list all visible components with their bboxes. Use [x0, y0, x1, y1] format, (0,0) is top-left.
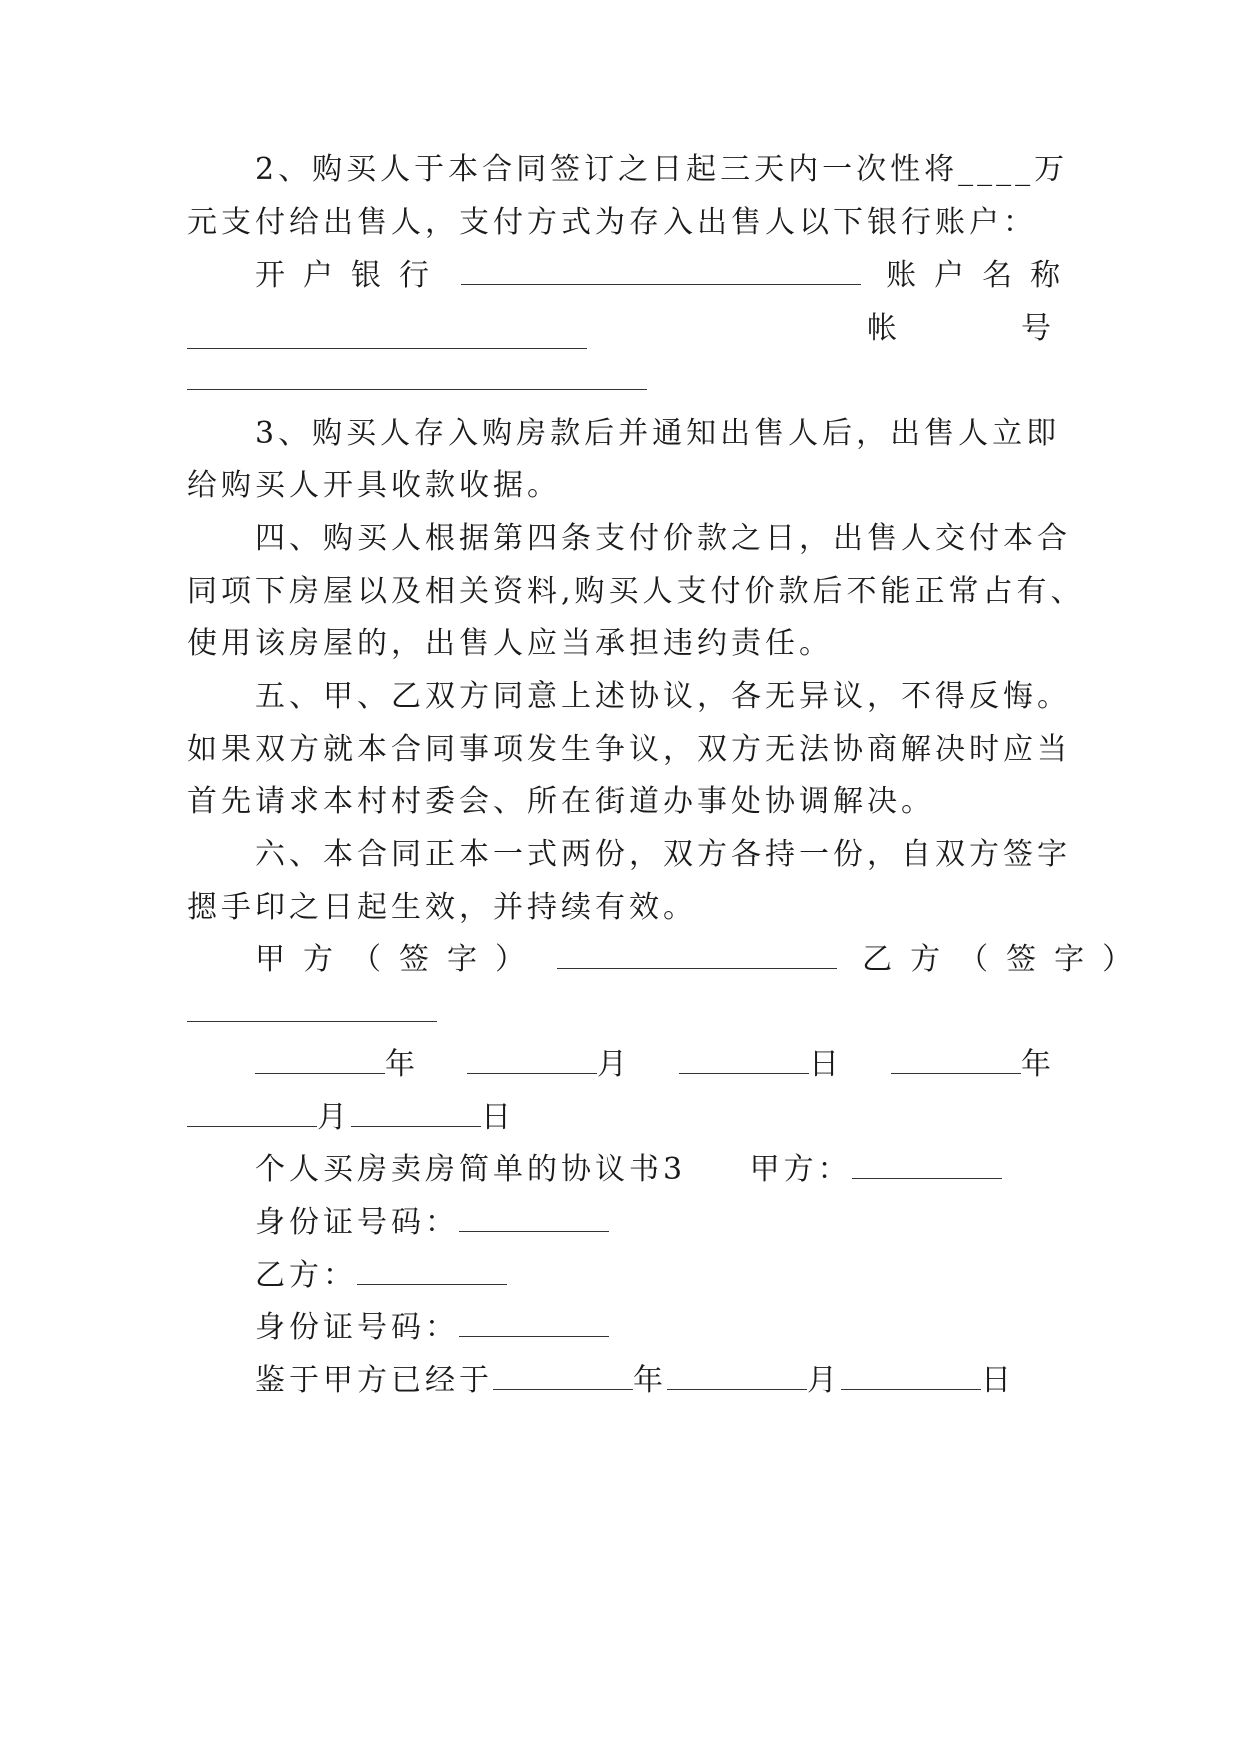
bank-blank: [461, 256, 861, 285]
day-blank-a: [679, 1045, 809, 1074]
month-label-a: 月: [597, 1047, 631, 1082]
account-name-label: 账户名称: [886, 258, 1079, 293]
party-b-id-label: 身份证号码：: [255, 1310, 459, 1345]
paragraph-2-line-2: 元支付给出售人，支付方式为存入出售人以下银行账户：: [187, 205, 1037, 240]
day-label-a: 日: [809, 1047, 843, 1082]
paragraph-3-line-2: 给购买人开具收款收据。: [187, 468, 561, 503]
paragraph-4-line-3: 使用该房屋的，出售人应当承担违约责任。: [187, 626, 833, 661]
party-b-id-blank: [459, 1308, 609, 1337]
day-label-b: 日: [481, 1100, 515, 1135]
party-b-id-line: [255, 1308, 1123, 1348]
whereas-year-blank: [493, 1361, 633, 1390]
party-b-blank: [357, 1256, 507, 1285]
bank-label: 开户银行: [255, 258, 447, 293]
bank-account-line: [255, 256, 1079, 296]
party-b-sign-blank: [187, 993, 437, 1022]
agreement-3-title: 个人买房卖房简单的协议书3: [255, 1152, 687, 1187]
whereas-year-label: 年: [633, 1363, 667, 1398]
paragraph-6-line-2: 摁手印之日起生效，并持续有效。: [187, 890, 697, 925]
year-blank-a: [255, 1045, 385, 1074]
signature-line: [255, 940, 1151, 980]
account-number-line: [187, 309, 1055, 349]
paragraph-2-line-1: 2、购买人于本合同签订之日起三天内一次性将____万: [255, 152, 1069, 187]
account-no-char-2: 号: [1021, 311, 1055, 346]
account-no-char-1: 帐: [867, 311, 901, 346]
whereas-line: [255, 1361, 1055, 1401]
year-label-a: 年: [385, 1047, 419, 1082]
date-line-1: [255, 1045, 1055, 1085]
paragraph-4-line-1: 四、购买人根据第四条支付价款之日，出售人交付本合: [255, 521, 1071, 556]
account-number-blank-line: [187, 361, 1055, 401]
agreement-3-title-line: [255, 1150, 1015, 1190]
party-a-id-blank: [459, 1203, 609, 1232]
party-a-id-line: [255, 1203, 1123, 1243]
paragraph-3-line-1: 3、购买人存入购房款后并通知出售人后，出售人立即: [255, 416, 1061, 451]
party-b-line: [255, 1256, 1123, 1296]
date-line-2: [187, 1098, 1055, 1138]
party-a-id-label: 身份证号码：: [255, 1205, 459, 1240]
party-b-sign-blank-line: [187, 993, 1055, 1033]
day-blank-b: [351, 1098, 481, 1127]
year-label-b: 年: [1021, 1047, 1055, 1082]
paragraph-4-line-2: 同项下房屋以及相关资料,购买人支付价款后不能正常占有、: [187, 574, 1085, 609]
year-blank-b: [891, 1045, 1021, 1074]
paragraph-5-line-2: 如果双方就本合同事项发生争议，双方无法协商解决时应当: [187, 732, 1071, 767]
party-a-blank: [852, 1150, 1002, 1179]
whereas-prefix: 鉴于甲方已经于: [255, 1363, 493, 1398]
whereas-month-label: 月: [807, 1363, 841, 1398]
paragraph-5-line-1: 五、甲、乙双方同意上述协议，各无异议，不得反悔。: [255, 679, 1071, 714]
month-blank-a: [467, 1045, 597, 1074]
account-name-blank: [187, 320, 587, 349]
party-a-label: 甲方：: [749, 1152, 852, 1187]
month-blank-b: [187, 1098, 317, 1127]
paragraph-5-line-3: 首先请求本村村委会、所在街道办事处协调解决。: [187, 784, 935, 819]
party-a-sign-blank: [557, 940, 837, 969]
party-b-label: 乙方：: [255, 1258, 357, 1293]
whereas-month-blank: [667, 1361, 807, 1390]
month-label-b: 月: [317, 1100, 351, 1135]
party-a-sign-label: 甲方（签字）: [255, 942, 543, 977]
whereas-day-blank: [841, 1361, 981, 1390]
party-b-sign-label: 乙方（签字）: [862, 942, 1151, 977]
whereas-day-label: 日: [981, 1363, 1015, 1398]
account-number-blank: [187, 361, 647, 390]
paragraph-6-line-1: 六、本合同正本一式两份，双方各持一份，自双方签字: [255, 837, 1071, 872]
